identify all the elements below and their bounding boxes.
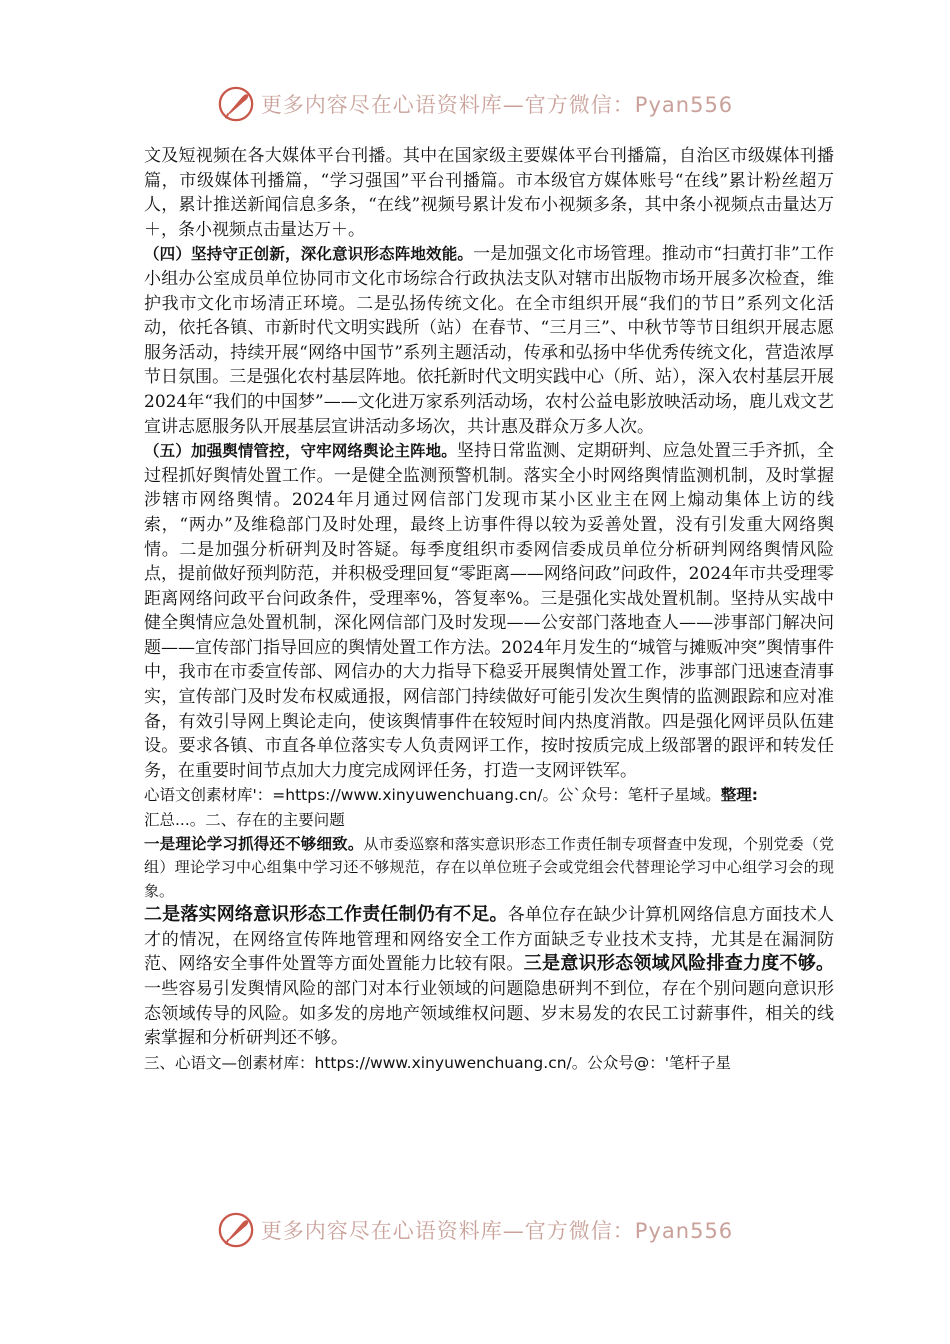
banner-text: 更多内容尽在心语资料库—官方微信：Pyan556 bbox=[260, 93, 734, 117]
pen-feather-icon bbox=[217, 1211, 255, 1249]
section-four bbox=[144, 242, 834, 439]
source-note-1-tail: 汇总...。二、存在的主要问题 bbox=[144, 811, 345, 830]
issue-one-body: 从市委巡察和落实意识形态工作责任制专项督查中发现，个别党委（党组）理论学习中心组集中学习还不够规范，存在以单位班子会或党组会代替理论学习中心组学习会的现象。 bbox=[144, 834, 834, 900]
source-note-1-link: 心语文创素材库'：=https://www.xinyuwenchuang.cn/。公`众号：笔杆子星域。 bbox=[144, 786, 721, 805]
section-five bbox=[144, 439, 834, 783]
document-body bbox=[144, 144, 834, 1075]
issue-two-body: 各单位存在缺少计算机网络信息方面技术人才的情况，在网络宣传阵地管理和网络安全工作方面缺乏专业技术支持，尤其是在漏洞防范、网络安全事件处置等方面处置能力比较有限。 bbox=[144, 905, 835, 975]
banner-text: 更多内容尽在心语资料库—官方微信：Pyan556 bbox=[260, 1219, 734, 1243]
section-four-heading: （四）坚持守正创新，深化意识形态阵地效能。 bbox=[144, 245, 474, 264]
footer-banner bbox=[0, 1208, 950, 1252]
section-four-body: 一是加强文化市场管理。推动市“扫黄打非”工作小组办公室成员单位协同市文化市场综合行政执法支队对辖市出版物市场开展多次检查，维护我市文化市场清正环境。二是弘扬传统文化。在全市组织开展“我们的节日”系列文化活动，依托各镇、市新时代文明实践所（站）在春节、“三月三”、中秋节等节日组织开展志愿服务活动，持续开展“网络中国节”系列主题活动，传承和弘扬中华优秀传统文化，营造浓厚节日氛围。三是强化农村基层阵地。依托新时代文明实践中心（所、站），深入农村基层开展2024年“我们的中国梦”——文化进万家系列活动场，农村公益电影放映活动场，鹿儿戏文艺宣讲志愿服务队开展基层宣讲活动多场次，共计惠及群众万多人次。 bbox=[144, 244, 834, 437]
issue-one bbox=[144, 833, 834, 904]
issue-two-heading: 二是落实网络意识形态工作责任制仍有不足。 bbox=[144, 904, 508, 926]
header-banner bbox=[0, 82, 950, 126]
issue-two-three bbox=[144, 903, 834, 1051]
section-five-heading: （五）加强舆情管控，守牢网络舆论主阵地。 bbox=[144, 442, 457, 461]
source-note-1 bbox=[144, 783, 834, 832]
source-note-2: 三、心语文—创素材库：https://www.xinyuwenchuang.cn/。公众号@：'笔杆子星 bbox=[144, 1053, 732, 1072]
issue-one-heading: 一是理论学习抓得还不够细致。 bbox=[144, 834, 364, 853]
issue-three-body: 一些容易引发舆情风险的部门对本行业领域的问题隐患研判不到位，存在个别问题向意识形态领域传导的风险。如多发的房地产领域维权问题、岁末易发的农民工讨薪事件，相关的线索掌握和分析研判还不够。 bbox=[144, 978, 834, 1049]
pen-feather-icon bbox=[217, 85, 255, 123]
source-note-1-bold: 整理: bbox=[720, 786, 758, 805]
paragraph-media: 文及短视频在各大媒体平台刊播。其中在国家级主要媒体平台刊播篇，自治区市级媒体刊播篇，市级媒体刊播篇，“学习强国”平台刊播篇。市本级官方媒体账号“在线”累计粉丝超万人，累计推送新闻信息多条，“在线”视频号累计发布小视频多条，其中条小视频点击量达万＋，条小视频点击量达万＋。 bbox=[144, 146, 834, 240]
issue-three-heading: 三是意识形态领域风险排查力度不够。 bbox=[523, 953, 835, 975]
section-five-body: 坚持日常监测、定期研判、应急处置三手齐抓，全过程抓好舆情处置工作。一是健全监测预警机制。落实全小时网络舆情监测机制，及时掌握涉辖市网络舆情。2024年月通过网信部门发现市某小区业主在网上煽动集体上访的线索，“两办”及维稳部门及时处理，最终上访事件得以较为妥善处置，没有引发重大网络舆情。二是加强分析研判及时答疑。每季度组织市委网信委成员单位分析研判网络舆情风险点，提前做好预判防范，并积极受理回复“零距离——网络问政”问政件，2024年市共受理零距离网络问政平台问政条件，受理率%，答复率%。三是强化实战处置机制。坚持从实战中健全舆情应急处置机制，深化网信部门及时发现——公安部门落地查人——涉事部门解决问题——宣传部门指导回应的舆情处置工作方法。2024年月发生的“城管与摊贩冲突”舆情事件中，我市在市委宣传部、网信办的大力指导下稳妥开展舆情处置工作，涉事部门迅速查清事实，宣传部门及时发布权威通报，网信部门持续做好可能引发次生舆情的监测跟踪和应对准备，有效引导网上舆论走向，使该舆情事件在较短时间内热度消散。四是强化网评员队伍建设。要求各镇、市直各单位落实专人负责网评工作，按时按质完成上级部署的跟评和转发任务，在重要时间节点加大力度完成网评任务，打造一支网评铁军。 bbox=[144, 441, 834, 781]
